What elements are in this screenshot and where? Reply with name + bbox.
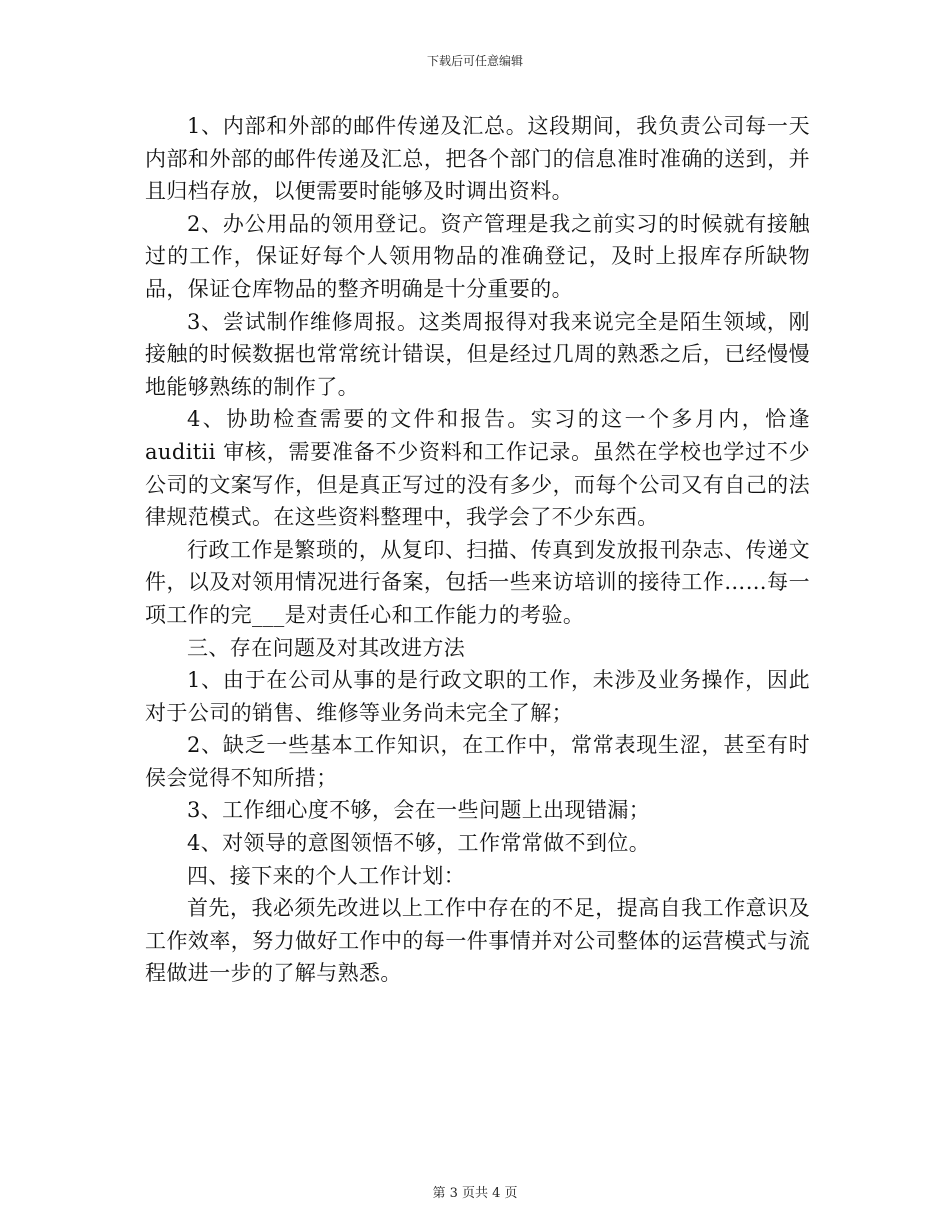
paragraph-plan-first: 首先，我必须先改进以上工作中存在的不足，提高自我工作意识及工作效率，努力做好工作中的每一件事情并对公司整体的运营模式与流程做进一步的了解与熟悉。 <box>145 896 810 986</box>
paragraph-office-supplies: 2、办公用品的领用登记。资产管理是我之前实习的时候就有接触过的工作，保证好每个人领用物品的准确登记，及时上报库存所缺物品，保证仓库物品的整齐明确是十分重要的。 <box>145 211 810 301</box>
page-number-footer: 第 3 页共 4 页 <box>432 1186 518 1201</box>
paragraph-maintenance-report: 3、尝试制作维修周报。这类周报得对我来说完全是陌生领域，刚接触的时候数据也常常统计错误，但是经过几周的熟悉之后，已经慢慢地能够熟练的制作了。 <box>145 309 810 399</box>
paragraph-problem-3: 3、工作细心度不够，会在一些问题上出现错漏； <box>187 798 651 823</box>
section-heading-plan: 四、接下来的个人工作计划： <box>187 863 466 888</box>
paragraph-problem-4: 4、对领导的意图领悟不够，工作常常做不到位。 <box>187 831 651 856</box>
paragraph-document-check: 4、协助检查需要的文件和报告。实习的这一个多月内，恰逢auditii 审核，需要准备不少资料和工作记录。虽然在学校也学过不少公司的文案写作，但是真正写过的没有多少，而每个公司又有自己的法律规范模式。在这些资料整理中，我学会了不少东西。 <box>145 407 810 530</box>
document-body <box>145 110 810 990</box>
paragraph-mail-handling: 1、内部和外部的邮件传递及汇总。这段期间，我负责公司每一天内部和外部的邮件传递及汇总，把各个部门的信息准时准确的送到，并且归档存放，以便需要时能够及时调出资料。 <box>145 114 810 204</box>
page-header: 下载后可任意编辑 <box>426 54 523 68</box>
section-heading-problems: 三、存在问题及对其改进方法 <box>187 635 466 660</box>
paragraph-admin-work-summary: 行政工作是繁琐的，从复印、扫描、传真到发放报刊杂志、传递文件，以及对领用情况进行备案，包括一些来访培训的接待工作……每一项工作的完___是对责任心和工作能力的考验。 <box>145 537 810 627</box>
paragraph-problem-1: 1、由于在公司从事的是行政文职的工作，未涉及业务操作，因此对于公司的销售、维修等业务尚未完全了解； <box>145 668 810 725</box>
paragraph-problem-2: 2、缺乏一些基本工作知识，在工作中，常常表现生涩，甚至有时侯会觉得不知所措； <box>145 733 810 790</box>
